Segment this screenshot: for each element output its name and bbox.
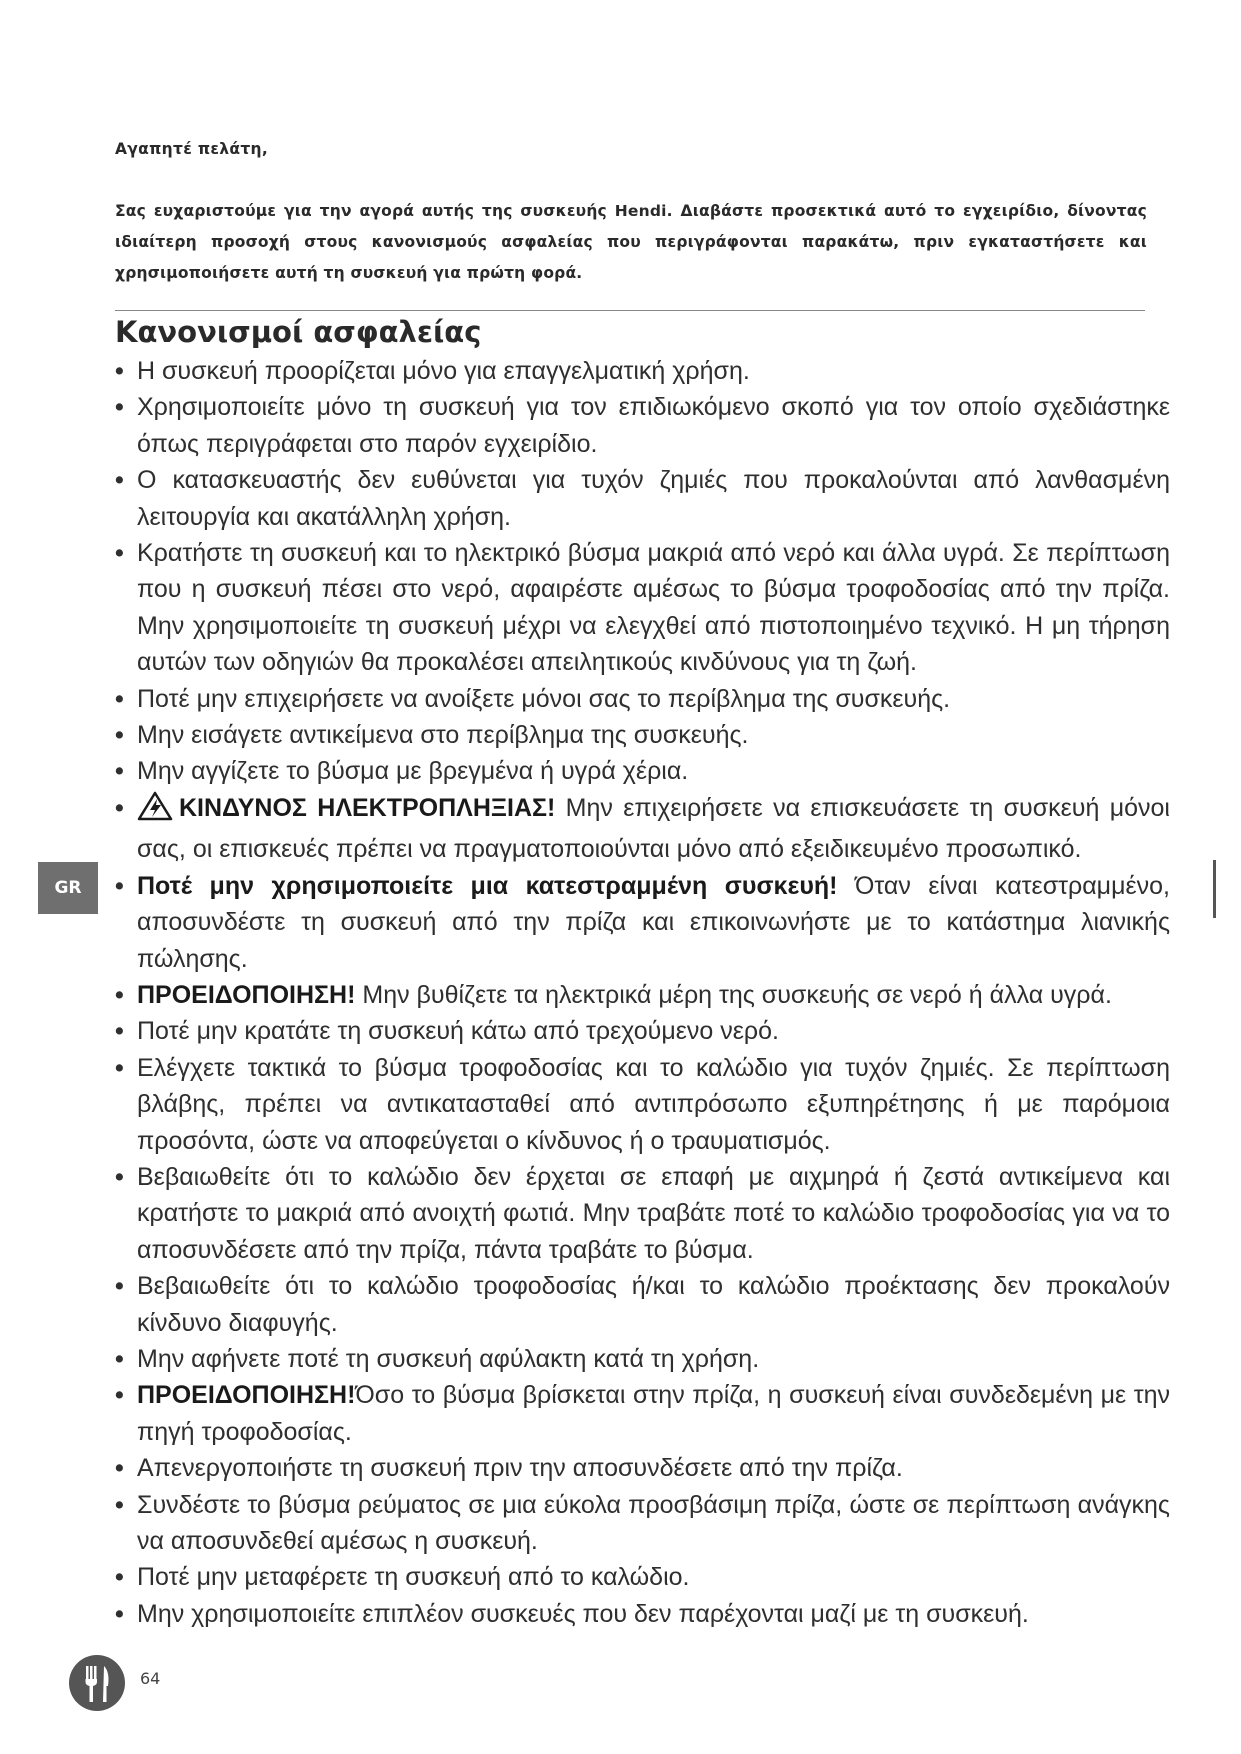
bullet: • [115, 357, 124, 385]
rule-emphasis: Ποτέ μην χρησιμοποιείτε μια κατεστραμμένη συσκευή! [137, 871, 838, 900]
bullet: • [115, 684, 124, 713]
bullet: • [115, 980, 124, 1009]
rule-text: Βεβαιωθείτε ότι το καλώδιο τροφοδοσίας ή/και το καλώδιο προέκτασης δεν προκαλούν κίνδυνο διαφυγής. [137, 1272, 1170, 1337]
safety-rule-item [115, 977, 1170, 1013]
safety-rule-item [115, 868, 1170, 977]
divider [115, 310, 1145, 311]
safety-rule-item [115, 681, 1170, 717]
bullet: • [115, 871, 124, 900]
rule-text: Ποτέ μην μεταφέρετε τη συσκευή από το καλώδιο. [137, 1563, 690, 1592]
bullet: • [115, 1381, 124, 1410]
rule-text: Όσο το βύσμα βρίσκεται στην πρίζα, η συσκευή είναι συνδεδεμένη με την πηγή τροφοδοσίας. [137, 1381, 1170, 1446]
rule-emphasis: ΚΙΝΔΥΝΟΣ ΗΛΕΚΤΡΟΠΛΗΞΙΑΣ! [179, 793, 556, 822]
safety-rule-item [115, 1450, 1170, 1486]
greeting: Αγαπητέ πελάτη, [115, 140, 269, 158]
electric-hazard-warning-icon [137, 791, 173, 831]
page-number: 64 [140, 1669, 161, 1688]
bullet: • [115, 1053, 124, 1082]
bullet: • [115, 466, 124, 495]
rule-text: Μην επιχειρήσετε να επισκευάσετε τη συσκευή μόνοι σας, οι επισκευές πρέπει να πραγματοποιούνται μόνο από εξειδικευμένο προσωπικό. [137, 793, 1170, 864]
safety-rule-item [115, 753, 1170, 789]
safety-rule-item [115, 389, 1170, 462]
language-tab: GR [38, 862, 98, 914]
rule-emphasis: ΠΡΟΕΙΔΟΠΟΙΗΣΗ! [137, 980, 356, 1009]
rule-text: Απενεργοποιήστε τη συσκευή πριν την αποσυνδέσετε από την πρίζα. [137, 1454, 903, 1483]
rule-text: Μην αγγίζετε το βύσμα με βρεγμένα ή υγρά χέρια. [137, 757, 689, 786]
bullet: • [115, 1272, 124, 1301]
rule-text: Όταν είναι κατεστραμμένο, αποσυνδέστε τη συσκευή από την πρίζα και επικοινωνήστε με το κατάστημα λιανικής πώλησης. [137, 871, 1170, 973]
safety-rules-list [115, 353, 1170, 1632]
rule-text: Μην αφήνετε ποτέ τη συσκευή αφύλακτη κατά τη χρήση. [137, 1344, 760, 1373]
bullet: • [115, 1490, 124, 1519]
intro-paragraph: Σας ευχαριστούμε για την αγορά αυτής της συσκευής Hendi. Διαβάστε προσεκτικά αυτό το εγχειρίδιο, δίνοντας ιδιαίτερη προσοχή στους κανονισμούς ασφαλείας που περιγράφονται παρακάτω, πριν εγκαταστήσετε και χρησιμοποιήσετε αυτή τη συσκευή για πρώτη φορά. [115, 202, 1147, 282]
safety-rule-item [115, 717, 1170, 753]
rule-emphasis: ΠΡΟΕΙΔΟΠΟΙΗΣΗ! [137, 1381, 356, 1410]
safety-rule-item [115, 1559, 1170, 1595]
safety-rule-item [115, 1596, 1170, 1632]
safety-rule-item [115, 790, 1170, 868]
rule-text: Η συσκευή προορίζεται μόνο για επαγγελματική χρήση. [137, 357, 750, 385]
bullet: • [115, 757, 124, 786]
bullet: • [115, 1563, 124, 1592]
bullet: • [115, 539, 124, 568]
rule-text: Χρησιμοποιείτε μόνο τη συσκευή για τον επιδιωκόμενο σκοπό για τον οποίο σχεδιάστηκε όπως περιγράφεται στο παρόν εγχειρίδιο. [137, 393, 1170, 458]
rule-text: Ελέγχετε τακτικά το βύσμα τροφοδοσίας και το καλώδιο για τυχόν ζημιές. Σε περίπτωση βλάβης, πρέπει να αντικατασταθεί από αντιπρόσωπο εξυπηρέτησης ή με παρόμοια προσόντα, ώστε να αποφεύγεται ο κίνδυνος ή ο τραυματισμός. [137, 1053, 1170, 1155]
rule-text: Βεβαιωθείτε ότι το καλώδιο δεν έρχεται σε επαφή με αιχμηρά ή ζεστά αντικείμενα και κρατήστε το μακριά από ανοιχτή φωτιά. Μην τραβάτε ποτέ το καλώδιο τροφοδοσίας για να το αποσυνδέσετε από την πρίζα, πάντα τραβάτε το βύσμα. [137, 1162, 1170, 1264]
rule-text: Μην εισάγετε αντικείμενα στο περίβλημα της συσκευής. [137, 721, 749, 750]
rule-text: Μην βυθίζετε τα ηλεκτρικά μέρη της συσκευής σε νερό ή άλλα υγρά. [355, 980, 1112, 1009]
bullet: • [115, 1344, 124, 1373]
safety-rule-item [115, 1013, 1170, 1049]
bullet: • [115, 793, 124, 822]
margin-marker [1213, 860, 1216, 918]
rule-text: Κρατήστε τη συσκευή και το ηλεκτρικό βύσμα μακριά από νερό και άλλα υγρά. Σε περίπτωση που η συσκευή πέσει στο νερό, αφαιρέστε αμέσως το βύσμα τροφοδοσίας από την πρίζα. Μην χρησιμοποιείτε τη συσκευή μέχρι να ελεγχθεί από πιστοποιημένο τεχνικό. Η μη τήρηση αυτών των οδηγιών θα προκαλέσει απειλητικούς κινδύνους για τη ζωή. [137, 539, 1170, 677]
safety-rule-item [115, 1341, 1170, 1377]
section-title: Κανονισμοί ασφαλείας [115, 315, 482, 349]
bullet: • [115, 721, 124, 750]
safety-rule-item [115, 1268, 1170, 1341]
bullet: • [115, 1454, 124, 1483]
safety-rule-item [115, 1487, 1170, 1560]
safety-rule-item [115, 353, 1170, 389]
bullet: • [115, 1599, 124, 1628]
safety-rule-item [115, 1159, 1170, 1268]
rule-text: Ποτέ μην κρατάτε τη συσκευή κάτω από τρεχούμενο νερό. [137, 1017, 779, 1046]
cutlery-logo-icon [68, 1654, 126, 1717]
bullet: • [115, 393, 124, 422]
safety-rule-item [115, 1377, 1170, 1450]
safety-rule-item [115, 1050, 1170, 1159]
rule-text: Συνδέστε το βύσμα ρεύματος σε μια εύκολα προσβάσιμη πρίζα, ώστε σε περίπτωση ανάγκης να αποσυνδεθεί αμέσως η συσκευή. [137, 1490, 1170, 1555]
rule-text: Μην χρησιμοποιείτε επιπλέον συσκευές που δεν παρέχονται μαζί με τη συσκευή. [137, 1599, 1029, 1628]
bullet: • [115, 1017, 124, 1046]
bullet: • [115, 1162, 124, 1191]
rule-text: Ποτέ μην επιχειρήσετε να ανοίξετε μόνοι σας το περίβλημα της συσκευής. [137, 684, 951, 713]
safety-rule-item [115, 462, 1170, 535]
safety-rule-item [115, 535, 1170, 681]
rule-text: Ο κατασκευαστής δεν ευθύνεται για τυχόν ζημιές που προκαλούνται από λανθασμένη λειτουργία και ακατάλληλη χρήση. [137, 466, 1170, 531]
